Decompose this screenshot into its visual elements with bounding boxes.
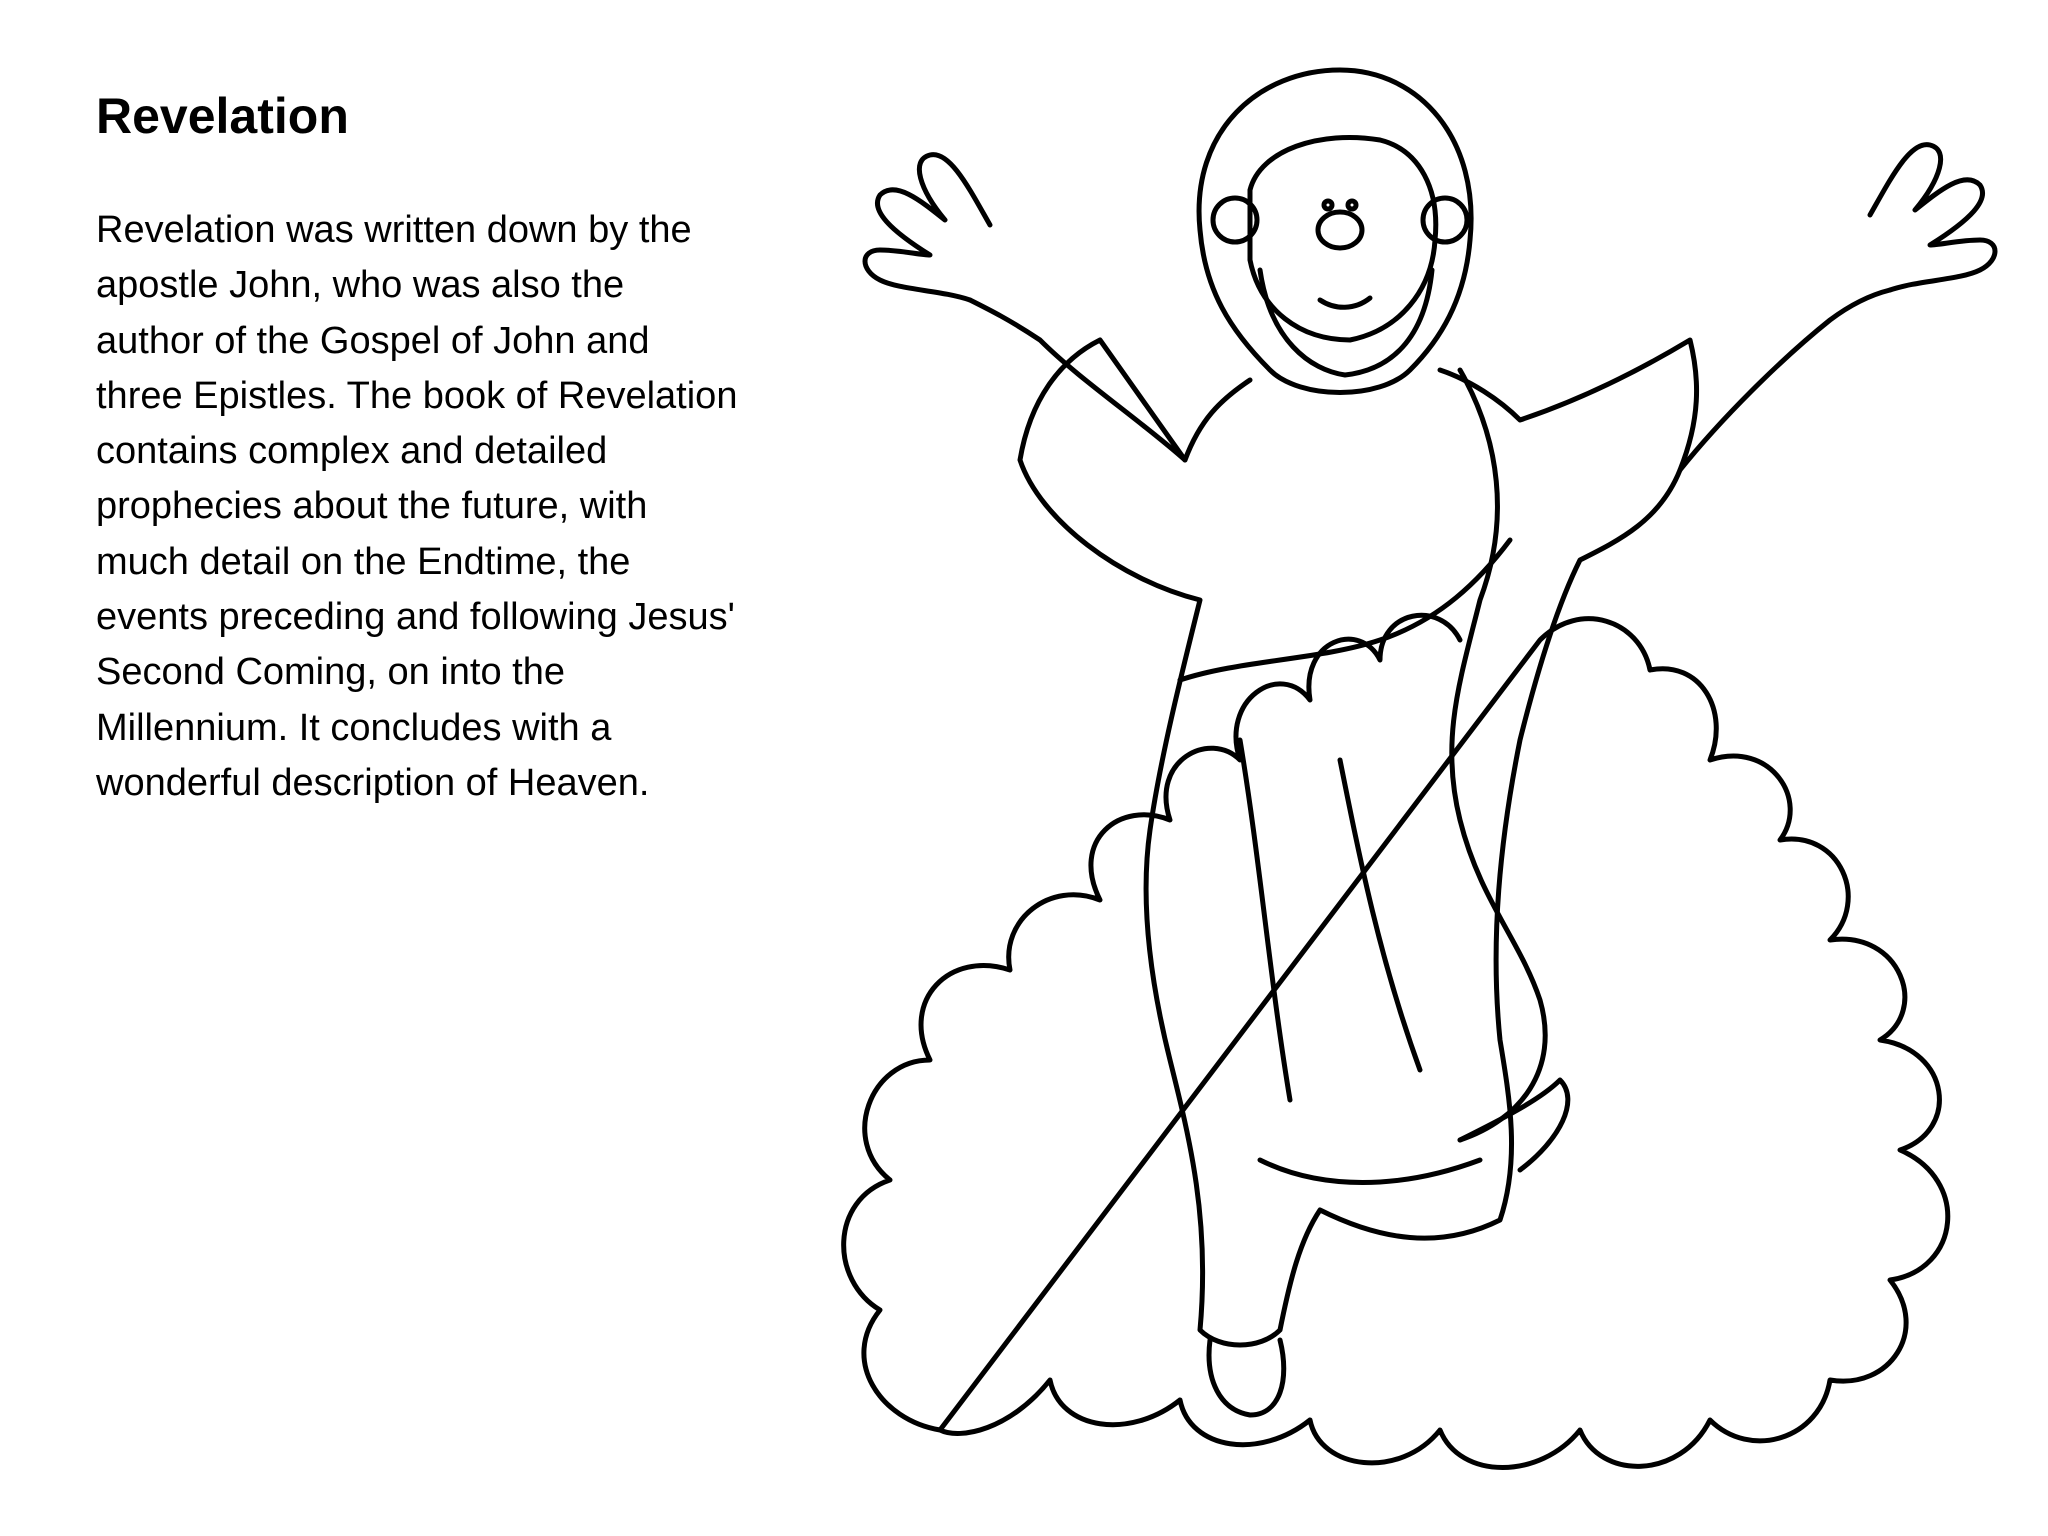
mouth — [1320, 298, 1370, 307]
description-line: three Epistles. The book of Revelation — [96, 374, 738, 417]
right-foot-drape — [1460, 1080, 1568, 1170]
robe-fold-1 — [1240, 740, 1290, 1100]
hair-outline — [1199, 70, 1471, 393]
description-paragraph — [96, 203, 816, 811]
description-line: wonderful description of Heaven. — [96, 761, 650, 804]
left-eye — [1324, 201, 1332, 209]
robe-hem — [1260, 1160, 1480, 1183]
left-foot — [1209, 1340, 1284, 1415]
description-line: apostle John, who was also the — [96, 264, 625, 307]
right-arm — [1680, 290, 1890, 470]
description-line: events preceding and following Jesus' — [96, 596, 735, 639]
description-line: prophecies about the future, with — [96, 485, 648, 528]
sash-drape — [1180, 540, 1510, 680]
robe-fold-2 — [1340, 760, 1420, 1070]
description-line: Revelation was written down by the — [96, 209, 692, 251]
page-title: Revelation — [96, 88, 349, 144]
description-line: contains complex and detailed — [96, 430, 608, 473]
right-hand — [1870, 145, 1995, 290]
description-line: Second Coming, on into the — [96, 651, 565, 694]
description-line: Millennium. It concludes with a — [96, 706, 612, 749]
illustration-svg — [820, 40, 2020, 1530]
description-line: much detail on the Endtime, the — [96, 540, 631, 583]
left-hand — [865, 155, 990, 300]
right-ear — [1423, 198, 1467, 242]
left-arm — [970, 300, 1185, 460]
nose — [1318, 212, 1362, 248]
jesus-on-cloud-illustration — [820, 40, 2020, 1530]
cloud-outline — [844, 615, 1948, 1467]
description-line: author of the Gospel of John and — [96, 319, 650, 362]
right-eye — [1348, 201, 1356, 209]
